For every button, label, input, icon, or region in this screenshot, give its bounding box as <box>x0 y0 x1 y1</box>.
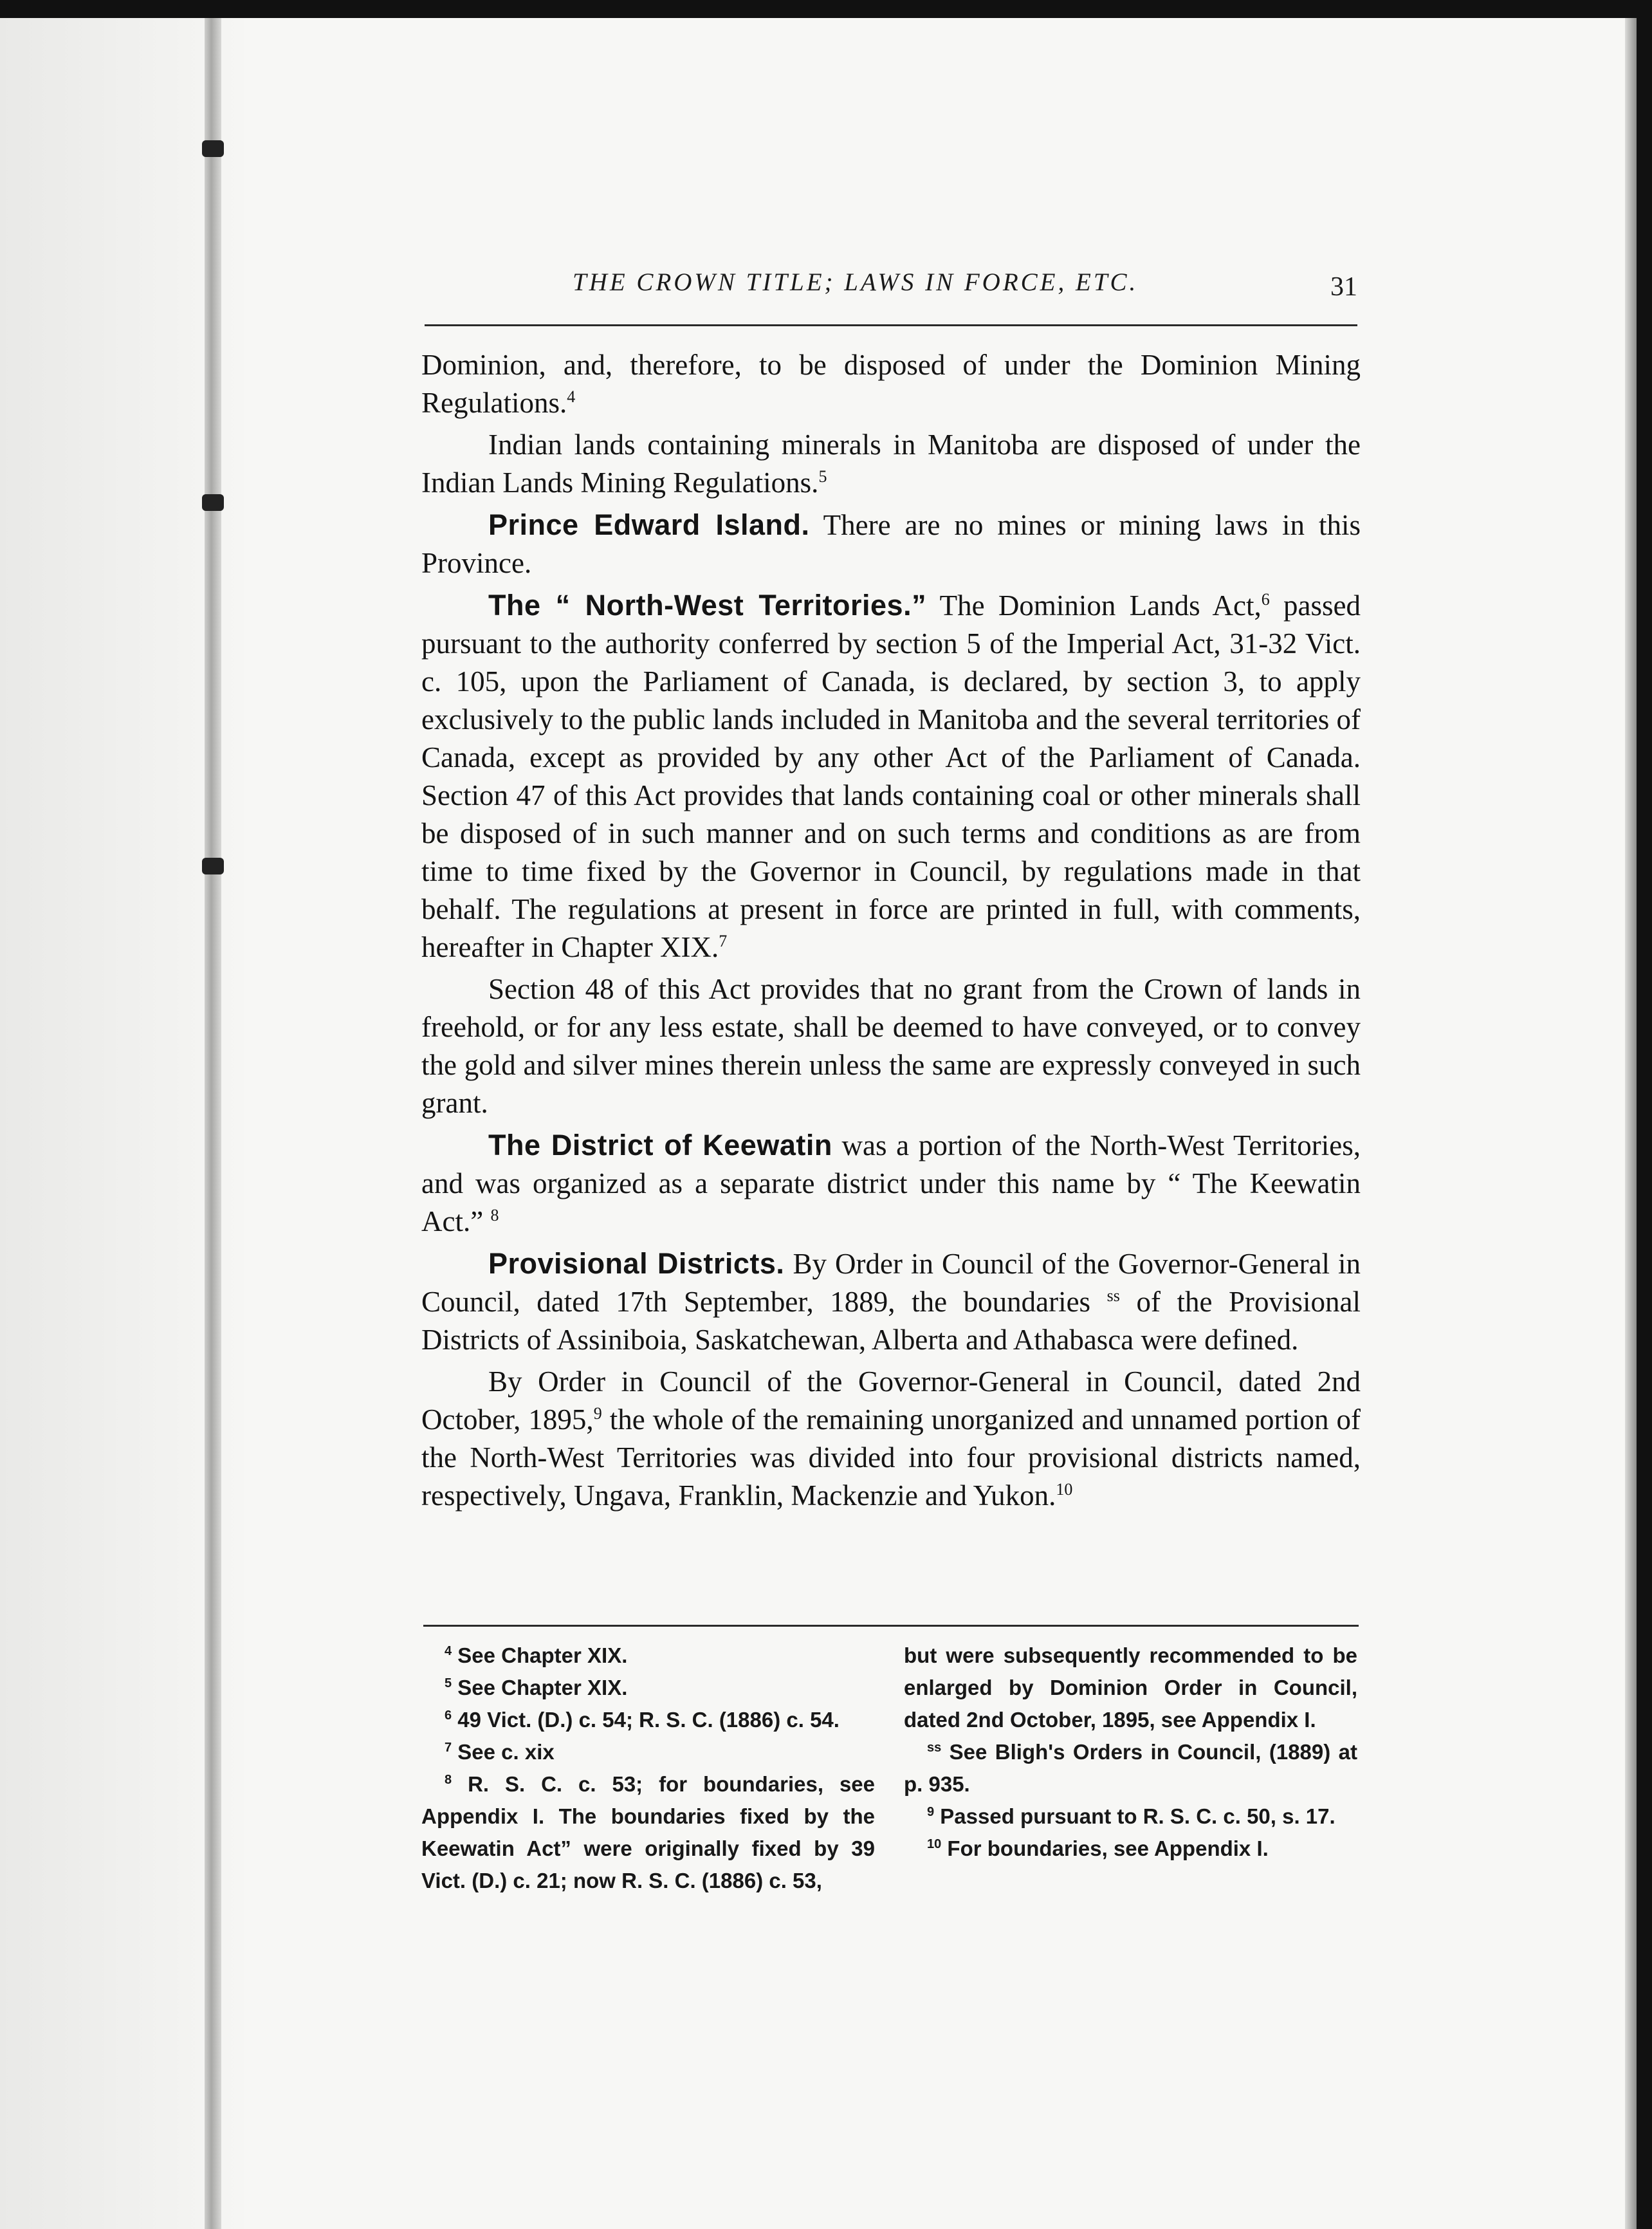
footnote: $^{ss}$ See Bligh's Orders in Council, (1889) at p. 935. <box>904 1740 1357 1796</box>
footnote-ref: 9 <box>593 1404 602 1423</box>
paragraph: Indian lands containing minerals in Manitoba are disposed of under the Indian Lands Mining Regulations.$^5$ <box>421 429 1361 499</box>
footnote: $^6$ 49 Vict. (D.) c. 54; R. S. C. (1886) c. 54. <box>445 1708 840 1732</box>
footnote-ref: 8 <box>490 1206 499 1225</box>
running-title: THE CROWN TITLE; LAWS IN FORCE, ETC. <box>573 268 1139 296</box>
binding-edge <box>205 18 221 2229</box>
footnote-ref: 4 <box>567 387 576 406</box>
footnote: $^7$ See c. xix <box>445 1740 555 1764</box>
paragraph: The District of Keewatin was a portion of the North-West Territories, and was organized as a separate district under this name by “ The Keewatin Act.” $^8$ <box>421 1129 1361 1237</box>
binding-clip <box>202 494 224 511</box>
running-header <box>425 263 1357 320</box>
paragraph: By Order in Council of the Governor-General in Council, dated 2nd October, 1895,$^9$ the whole of the remaining unorganized and unnamed portion of the North-West Territories was divided into four provisional districts named, respectively, Ungava, Franklin, Mackenzie and Yukon.$^{10}$ <box>421 1365 1361 1512</box>
paragraph: Section 48 of this Act provides that no grant from the Crown of lands in freehold, or for any less estate, shall be deemed to have conveyed, or to convey the gold and silver mines therein unless the same are expressly conveyed in such grant. <box>421 973 1361 1119</box>
footnotes-left-column <box>421 1640 875 1897</box>
section-heading: The “ North-West Territories.” <box>488 589 927 622</box>
paragraph: Provisional Districts. By Order in Council of the Governor-General in Council, dated 17th September, 1889, the boundaries $^{ss}$ of the Provisional Districts of Assiniboia, Saskatchewan, Alberta and Athabasca were defined. <box>421 1247 1361 1356</box>
binding-clip <box>202 140 224 157</box>
footnote-continuation: but were subsequently recommended to be enlarged by Dominion Order in Council, dated 2nd October, 1895, see Appendix I. <box>904 1643 1357 1732</box>
scanned-page <box>0 18 1637 2229</box>
footnote-rule <box>423 1625 1359 1627</box>
paragraph: Prince Edward Island. There are no mines or mining laws in this Province. <box>421 508 1361 579</box>
footnote-ref: 6 <box>1261 590 1270 609</box>
page-number: 31 <box>1330 272 1357 302</box>
footnote: $^9$ Passed pursuant to R. S. C. c. 50, s. 17. <box>927 1804 1335 1828</box>
footnote-ref: 7 <box>719 932 728 950</box>
section-heading: The District of Keewatin <box>488 1129 832 1161</box>
footnote: $^{10}$ For boundaries, see Appendix I. <box>927 1836 1269 1860</box>
section-heading: Prince Edward Island. <box>488 508 810 541</box>
paragraph: Dominion, and, therefore, to be disposed of under the Dominion Mining Regulations.$^4$ <box>421 349 1361 419</box>
footnote: $^5$ See Chapter XIX. <box>445 1676 628 1699</box>
footnote: $^8$ R. S. C. c. 53; for boundaries, see Appendix I. The boundaries fixed by the Keewatin Act” were originally fixed by 39 Vict. (D.) c. 21; now R. S. C. (1886) c. 53, <box>421 1772 876 1892</box>
footnote-ref: 10 <box>1056 1480 1073 1499</box>
paragraph: The “ North-West Territories.” The Dominion Lands Act,$^6$ passed pursuant to the authority conferred by section 5 of the Imperial Act, 31-32 Vict. c. 105, upon the Parliament of Canada, is declared, by section 3, to apply exclusively to the public lands included in Manitoba and the several territories of Canada, except as provided by any other Act of the Parliament of Canada. Section 47 of this Act provides that lands containing coal or other minerals shall be disposed of in such manner and on such terms and conditions as are from time to time fixed by the Governor in Council, by regulations made in that behalf. The regulations at present in force are printed in full, with comments, hereafter in Chapter XIX.$^7$ <box>421 589 1361 963</box>
footnote-ref: ss <box>1106 1286 1120 1305</box>
main-text <box>421 346 1361 1515</box>
binding-clip <box>202 858 224 874</box>
footnotes-right-column <box>904 1640 1357 1865</box>
page-right-edge <box>1625 18 1637 2229</box>
footnote: $^4$ See Chapter XIX. <box>445 1643 628 1667</box>
header-rule <box>425 324 1357 326</box>
footnote-ref: 5 <box>818 467 827 486</box>
section-heading: Provisional Districts. <box>488 1247 785 1280</box>
